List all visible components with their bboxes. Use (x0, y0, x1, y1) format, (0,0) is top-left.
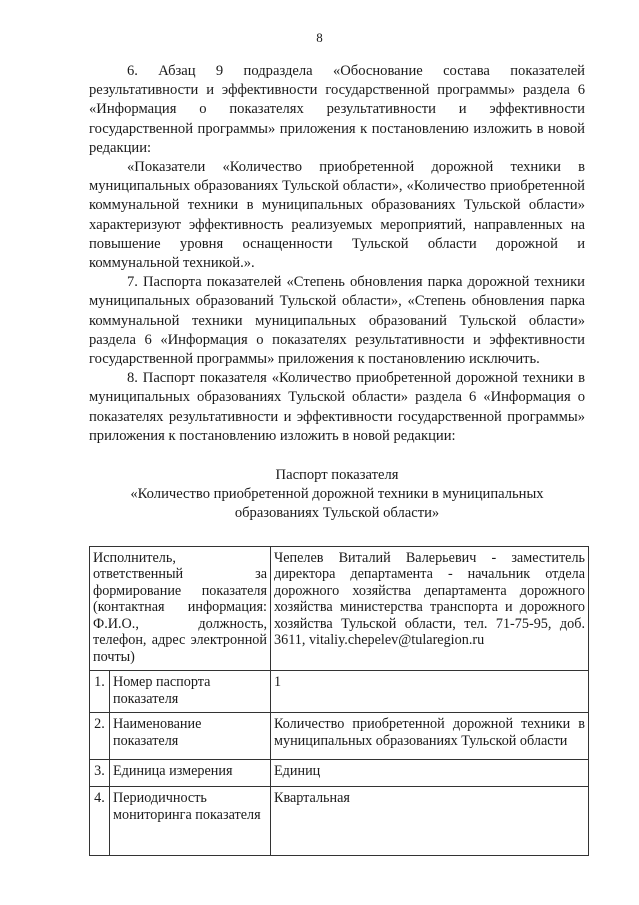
passport-title-line-2: «Количество приобретенной дорожной техники в муниципальных (130, 486, 544, 503)
table-row (90, 787, 589, 856)
executor-label: Исполнитель, ответственный за формирование показателя (контактная информация: Ф.И.О., должность, телефон, адрес электронной почты) (90, 546, 271, 671)
document-body (89, 62, 585, 856)
passport-title (89, 466, 585, 524)
row-value: Квартальная (271, 787, 589, 856)
row-value: Единиц (271, 760, 589, 787)
paragraph-7: 7. Паспорта показателей «Степень обновления парка дорожной техники муниципальных образований Тульской области», «Степень обновления парка коммунальной техники муниципальных образований Тульской области» раздела 6 «Информация о показателях результативности и эффективности государственной программы» приложения к постановлению исключить. (89, 274, 585, 368)
paragraph-quote: «Показатели «Количество приобретенной дорожной техники в муниципальных образованиях Тульской области», «Количество приобретенной коммунальной техники в муниципальных образованиях Тульской области» характеризуют эффективность реализуемых мероприятий, направленных на повышение уровня оснащенности Тульской области дорожной и коммунальной техникой.». (89, 159, 585, 272)
row-number: 4. (90, 787, 110, 856)
row-number: 2. (90, 713, 110, 760)
paragraph-8: 8. Паспорт показателя «Количество приобретенной дорожной техники в муниципальных образованиях Тульской области» раздела 6 «Информация о показателях результативности и эффективности государственной программы» приложения к постановлению изложить в новой редакции: (89, 370, 585, 444)
table-row (90, 713, 589, 760)
table-row (90, 760, 589, 787)
passport-title-line-1: Паспорт показателя (275, 467, 399, 484)
row-value: 1 (271, 671, 589, 713)
row-label: Наименование показателя (110, 713, 271, 760)
passport-title-line-3: образованиях Тульской области» (234, 505, 440, 522)
paragraph-6: 6. Абзац 9 подраздела «Обоснование состава показателей результативности и эффективности государственной программы» раздела 6 «Информация о показателях результативности и эффективности государственной программы» приложения к постановлению изложить в новой редакции: (89, 63, 585, 156)
row-number: 1. (90, 671, 110, 713)
table-row (90, 671, 589, 713)
page-number: 8 (316, 30, 323, 45)
passport-table (89, 546, 589, 857)
row-label: Периодичность мониторинга показателя (110, 787, 271, 856)
row-label: Единица измерения (110, 760, 271, 787)
table-row-executor (90, 546, 589, 671)
row-label: Номер паспорта показателя (110, 671, 271, 713)
executor-value: Чепелев Виталий Валерьевич - заместитель директора департамента - начальник отдела дорожного хозяйства департамента дорожного хозяйства министерства транспорта и дорожного хозяйства Тульской области, тел. 71-75-95, доб. 3611, vitaliy.chepelev@tularegion.ru (271, 546, 589, 671)
row-value: Количество приобретенной дорожной техники в муниципальных образованиях Тульской области (271, 713, 589, 760)
row-number: 3. (90, 760, 110, 787)
